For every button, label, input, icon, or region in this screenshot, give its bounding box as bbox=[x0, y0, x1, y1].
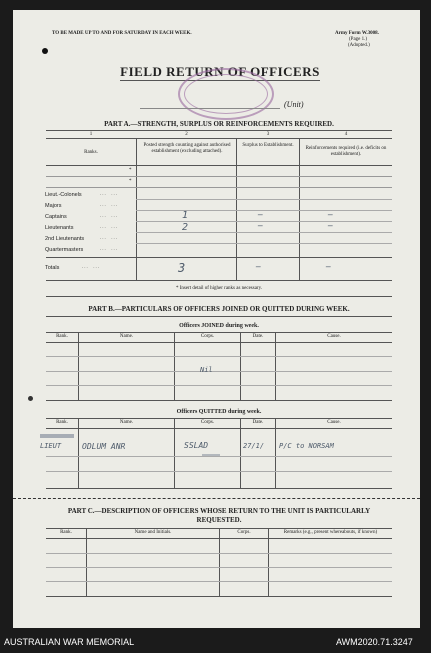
totals-dots: ... ... bbox=[82, 265, 100, 270]
rank-quartermasters: Quartermasters bbox=[45, 247, 84, 253]
joined-col-corps: Corps. bbox=[200, 334, 215, 339]
rank-majors: Majors bbox=[45, 203, 62, 209]
joined-bottom-rule bbox=[46, 400, 392, 401]
totals-reinforcements: — bbox=[326, 262, 331, 271]
part-a-top-rule bbox=[46, 130, 392, 131]
captains-surplus: — bbox=[258, 210, 263, 219]
part-b-title: PART B.—PARTICULARS OF OFFICERS JOINED OR QUITTED DURING WEEK. bbox=[88, 305, 350, 313]
col-divider-3 bbox=[299, 138, 300, 280]
joined-divider-4 bbox=[275, 332, 276, 400]
part-c-row-rule-1 bbox=[46, 553, 392, 554]
instruction-text: TO BE MADE UP TO AND FOR SATURDAY IN EACH WEEK. bbox=[52, 31, 192, 36]
joined-divider-2 bbox=[174, 332, 175, 400]
joined-entry-nil: Nil bbox=[200, 366, 213, 374]
quitted-date: 27/1/ bbox=[243, 442, 265, 450]
quitted-cause: P/C to NORSAM bbox=[279, 442, 334, 450]
rank-captains: Captains bbox=[45, 214, 67, 220]
part-a-footnote: * Insert detail of higher ranks as necessary. bbox=[175, 286, 263, 291]
joined-row-rule-3 bbox=[46, 385, 392, 386]
joined-col-name: Name. bbox=[119, 334, 134, 339]
col-num-rule bbox=[46, 138, 392, 139]
quitted-divider-4 bbox=[275, 418, 276, 488]
leader-dots-2: ... ... bbox=[100, 203, 118, 208]
joined-divider-1 bbox=[78, 332, 79, 400]
page-title: FIELD RETURN OF OFFICERS bbox=[120, 64, 320, 79]
blank-row-rule-1 bbox=[46, 176, 392, 177]
lieutenants-surplus: — bbox=[258, 221, 263, 230]
leader-dots-6: ... ... bbox=[100, 247, 118, 252]
quitted-rank: LIEUT bbox=[40, 442, 62, 450]
quitted-bottom-rule bbox=[46, 488, 392, 489]
row-rule-1 bbox=[136, 199, 392, 200]
rank-2nd-lieutenants: 2nd Lieutenants bbox=[45, 236, 85, 242]
joined-col-cause: Cause. bbox=[327, 334, 341, 339]
quitted-divider-1 bbox=[78, 418, 79, 488]
part-b-separator bbox=[46, 296, 392, 297]
lieutenants-reinforcements: — bbox=[328, 221, 333, 230]
blank-row-rule-2 bbox=[46, 187, 392, 188]
part-c-row-rule-2 bbox=[46, 567, 392, 568]
totals-surplus: — bbox=[256, 262, 261, 271]
quitted-divider-3 bbox=[240, 418, 241, 488]
unit-label: (Unit) bbox=[284, 100, 304, 109]
row-rule-5 bbox=[136, 243, 392, 244]
col-header-surplus: Surplus to Establishment. bbox=[242, 143, 294, 148]
rank-lieutenants: Lieutenants bbox=[45, 225, 74, 231]
form-number: Army Form W.3008. bbox=[335, 31, 379, 36]
col-num-2: 2 bbox=[185, 132, 188, 137]
joined-col-rank: Rank. bbox=[56, 334, 68, 339]
part-a-title: PART A.—STRENGTH, SURPLUS OR REINFORCEMENTS REQUIRED. bbox=[104, 120, 334, 128]
captains-reinforcements: — bbox=[328, 210, 333, 219]
col-num-1: 1 bbox=[89, 132, 93, 137]
joined-top-rule bbox=[46, 332, 392, 333]
col-num-3: 3 bbox=[266, 132, 270, 137]
quitted-corps: SSLAD bbox=[184, 441, 209, 450]
quitted-row-rule-2 bbox=[46, 471, 392, 472]
quitted-col-name: Name. bbox=[119, 420, 134, 425]
unit-stamp bbox=[178, 68, 274, 120]
part-c-divider-3 bbox=[268, 528, 269, 596]
part-c-col-name: Name and Initials. bbox=[134, 530, 172, 535]
part-c-title: PART C.—DESCRIPTION OF OFFICERS WHOSE RETURN TO THE UNIT IS PARTICULARLY REQUESTED. bbox=[67, 507, 371, 524]
joined-row-rule-1 bbox=[46, 356, 392, 357]
leader-dots-3: ... ... bbox=[100, 214, 118, 219]
col-num-4: 4 bbox=[344, 132, 348, 137]
quitted-header-rule bbox=[46, 428, 392, 429]
lieutenants-posted: 2 bbox=[182, 222, 189, 233]
joined-divider-3 bbox=[240, 332, 241, 400]
col-header-reinforcements: Reinforcements required (i.e. deficits on establishment). bbox=[305, 146, 387, 157]
quitted-row-rule-1 bbox=[46, 456, 392, 457]
part-a-bottom-rule bbox=[46, 280, 392, 281]
joined-title: Officers JOINED during week. bbox=[179, 323, 259, 329]
asterisk-2: * bbox=[129, 179, 132, 184]
totals-rule bbox=[46, 257, 392, 258]
header-rule bbox=[46, 165, 392, 166]
quitted-divider-2 bbox=[174, 418, 175, 488]
part-c-divider-1 bbox=[86, 528, 87, 596]
quitted-top-rule bbox=[46, 418, 392, 419]
quitted-name: ODLUM ANR bbox=[82, 442, 126, 451]
asterisk-1: * bbox=[129, 168, 132, 173]
quitted-title: Officers QUITTED during week. bbox=[176, 409, 262, 415]
part-c-col-remarks: Remarks (e.g., present whereabouts, if known) bbox=[283, 530, 378, 535]
captains-posted: 1 bbox=[182, 210, 189, 221]
punch-hole-middle bbox=[28, 396, 33, 401]
joined-header-rule bbox=[46, 342, 392, 343]
part-c-divider-2 bbox=[219, 528, 220, 596]
leader-dots-5: ... ... bbox=[100, 236, 118, 241]
part-c-col-rank: Rank. bbox=[60, 530, 72, 535]
punch-hole-top bbox=[42, 48, 48, 54]
row-rule-3 bbox=[136, 221, 392, 222]
quitted-col-date: Date. bbox=[252, 420, 264, 425]
col-header-posted: Posted strength counting against authorised establishment (excluding attached). bbox=[143, 143, 231, 154]
part-c-row-rule-3 bbox=[46, 581, 392, 582]
part-c-bottom-rule bbox=[46, 596, 392, 597]
joined-col-date: Date. bbox=[252, 334, 264, 339]
totals-posted: 3 bbox=[178, 261, 186, 275]
leader-dots-4: ... ... bbox=[100, 225, 118, 230]
quitted-col-rank: Rank. bbox=[56, 420, 68, 425]
quitted-col-cause: Cause. bbox=[327, 420, 341, 425]
struck-out-mark bbox=[40, 434, 74, 438]
part-b-rule bbox=[46, 316, 392, 317]
rank-lieut-colonels: Lieut.-Colonels bbox=[45, 192, 82, 198]
part-c-col-corps: Corps. bbox=[237, 530, 251, 535]
form-page: (Page 1.) bbox=[349, 37, 368, 42]
col-divider-1 bbox=[136, 138, 137, 280]
footer-accession-number: AWM2020.71.3247 bbox=[336, 637, 413, 647]
footer-credit: AUSTRALIAN WAR MEMORIAL bbox=[4, 637, 135, 647]
totals-label: Totals bbox=[45, 265, 60, 271]
quitted-col-corps: Corps. bbox=[200, 420, 215, 425]
row-rule-2 bbox=[136, 210, 392, 211]
col-header-ranks: Ranks. bbox=[84, 150, 98, 155]
row-rule-4 bbox=[136, 232, 392, 233]
col-divider-2 bbox=[236, 138, 237, 280]
form-adopted: (Adopted.) bbox=[348, 43, 370, 48]
unit-line bbox=[140, 108, 280, 109]
leader-dots-1: ... ... bbox=[100, 192, 118, 197]
joined-row-rule-2 bbox=[46, 371, 392, 372]
tear-off-dashed-line bbox=[13, 498, 420, 499]
